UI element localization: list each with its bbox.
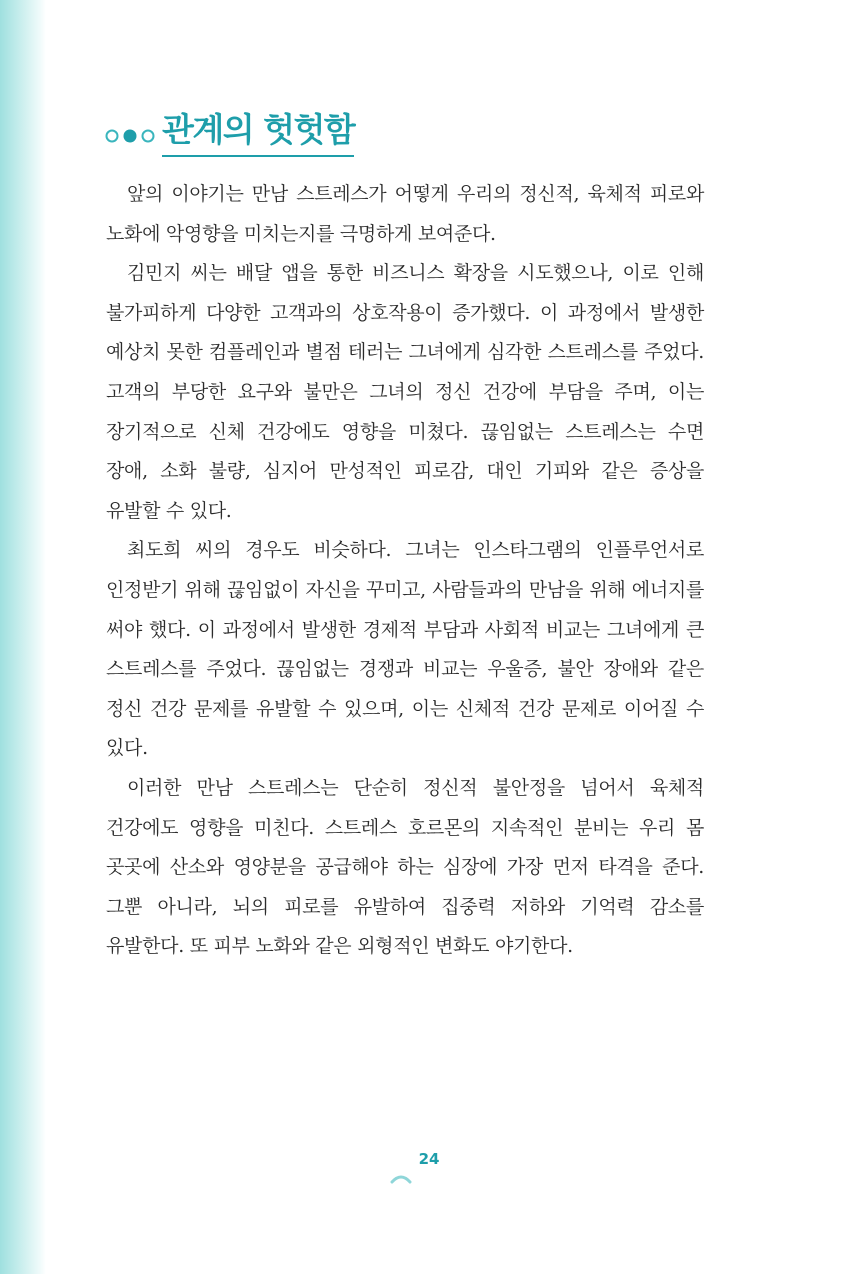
section-title: 관계의 헛헛함 (162, 108, 354, 157)
arc-icon (390, 1170, 468, 1184)
section-heading (104, 108, 354, 157)
paragraph: 최도희 씨의 경우도 비슷하다. 그녀는 인스타그램의 인플루언서로 인정받기 위해 끊임없이 자신을 꾸미고, 사람들과의 만남을 위해 에너지를 써야 했다. 이 과정에서 발생한 경제적 부담과 사회적 비교는 그녀에게 큰 스트레스를 주었다. 끊임없는 경쟁과 비교는 우울증, 불안 장애와 같은 정신 건강 문제를 유발할 수 있으며, 이는 신체적 건강 문제로 이어질 수 있다. (106, 539, 704, 760)
page-number: 24 (418, 1150, 440, 1168)
side-color-strip (0, 0, 46, 1274)
body-text (106, 175, 704, 967)
paragraph: 김민지 씨는 배달 앱을 통한 비즈니스 확장을 시도했으나, 이로 인해 불가피하게 다양한 고객과의 상호작용이 증가했다. 이 과정에서 발생한 예상치 못한 컴플레인과 별점 테러는 그녀에게 심각한 스트레스를 주었다. 고객의 부당한 요구와 불만은 그녀의 정신 건강에 부담을 주며, 이는 장기적으로 신체 건강에도 영향을 미쳤다. 끊임없는 스트레스는 수면 장애, 소화 불량, 심지어 만성적인 피로감, 대인 기피와 같은 증상을 유발할 수 있다. (106, 262, 704, 522)
paragraph: 이러한 만남 스트레스는 단순히 정신적 불안정을 넘어서 육체적 건강에도 영향을 미친다. 스트레스 호르몬의 지속적인 분비는 우리 몸 곳곳에 산소와 영양분을 공급해야 하는 심장에 가장 먼저 타격을 준다. 그뿐 아니라, 뇌의 피로를 유발하여 집중력 저하와 기억력 감소를 유발한다. 또 피부 노화와 같은 외형적인 변화도 야기한다. (106, 776, 704, 958)
paragraph: 앞의 이야기는 만남 스트레스가 어떻게 우리의 정신적, 육체적 피로와 노화에 악영향을 미치는지를 극명하게 보여준다. (106, 183, 704, 245)
three-dots-icon (104, 128, 156, 144)
